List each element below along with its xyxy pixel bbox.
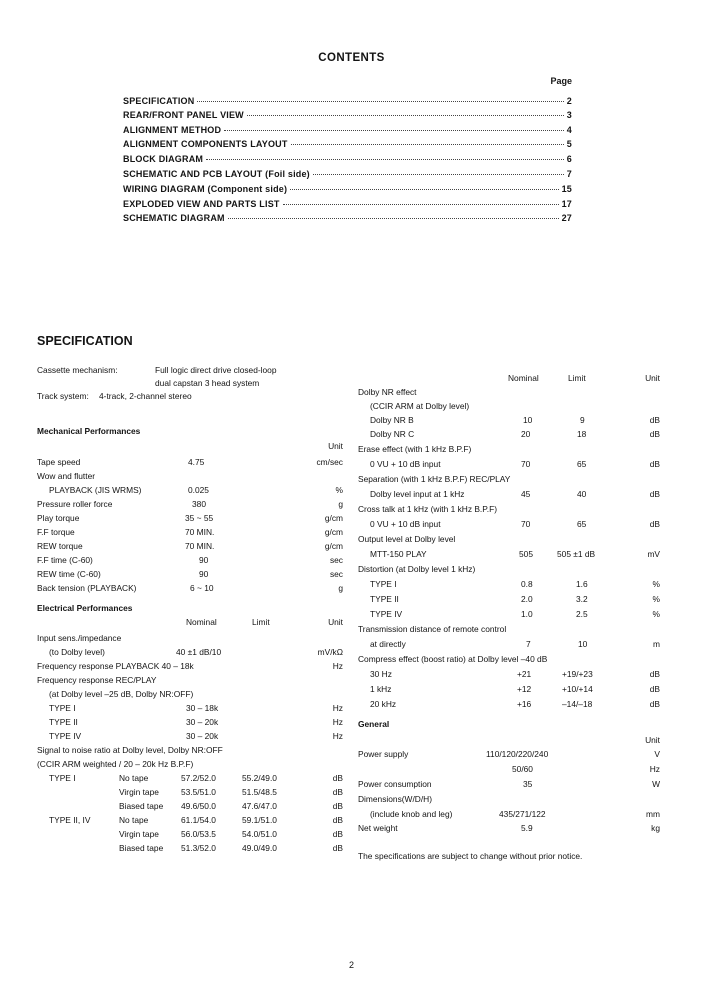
distortion-label: Distortion (at Dolby level 1 kHz) — [358, 564, 476, 574]
pressure-value: 380 — [192, 499, 206, 509]
right-row-unit: dB — [649, 489, 660, 499]
toc-item — [123, 169, 572, 182]
snr-row-unit: dB — [332, 815, 343, 825]
toc-item-title: EXPLODED VIEW AND PARTS LIST — [123, 199, 280, 209]
cassette-value-2: dual capstan 3 head system — [155, 378, 260, 388]
toc-leader-dots — [313, 174, 564, 175]
toc-item-title: ALIGNMENT METHOD — [123, 125, 222, 135]
elec-nominal-header: Nominal — [186, 617, 217, 627]
right-row-label: Dolby level input at 1 kHz — [370, 489, 465, 499]
input-dolby-unit: mV/kΩ — [317, 647, 343, 657]
right-row-label: Dolby NR B — [370, 415, 414, 425]
snr-row-nominal: 49.6/50.0 — [181, 801, 216, 811]
play-torque-label: Play torque — [37, 513, 80, 523]
rew-time-label: REW time (C-60) — [37, 569, 101, 579]
toc-item-page: 17 — [561, 199, 572, 209]
track-label: Track system: — [37, 391, 89, 401]
back-tension-value: 6 ~ 10 — [190, 583, 214, 593]
power-consumption-value: 35 — [523, 779, 533, 789]
rew-time-value: 90 — [199, 569, 209, 579]
snr-row-nominal: 61.1/54.0 — [181, 815, 216, 825]
type4-freq-label: TYPE IV — [49, 731, 82, 741]
power-freq-unit: Hz — [649, 764, 660, 774]
freq-playback-label: Frequency response PLAYBACK 40 – 18k — [37, 661, 194, 671]
output-level-label: Output level at Dolby level — [358, 534, 456, 544]
right-row-limit: 10 — [578, 639, 588, 649]
right-row-nominal: 70 — [521, 459, 531, 469]
compress-label: Compress effect (boost ratio) at Dolby level –40 dB — [358, 654, 548, 664]
dist-row-label: TYPE II — [370, 594, 399, 604]
toc-leader-dots — [228, 218, 559, 219]
input-label: Input sens./impedance — [37, 633, 122, 643]
general-heading: General — [358, 719, 390, 729]
right-row-nominal: 70 — [521, 519, 531, 529]
toc-item — [123, 125, 572, 138]
snr-label-1: Signal to noise ratio at Dolby level, Dolby NR:OFF — [37, 745, 223, 755]
toc-item-title: SCHEMATIC AND PCB LAYOUT (Foil side) — [123, 169, 310, 179]
toc-item-page: 7 — [566, 169, 572, 179]
freq-recplay-cond: (at Dolby level –25 dB, Dolby NR:OFF) — [49, 689, 194, 699]
rew-torque-value: 70 MIN. — [185, 541, 215, 551]
toc-leader-dots — [224, 130, 564, 131]
right-row-unit: dB — [649, 415, 660, 425]
toc-item — [123, 199, 572, 212]
toc-item-title: SPECIFICATION — [123, 96, 195, 106]
toc-item — [123, 213, 572, 226]
right-row-unit: dB — [649, 429, 660, 439]
snr-type24-label: TYPE II, IV — [49, 815, 91, 825]
general-unit-header: Unit — [645, 735, 660, 745]
right-row-label: at directly — [370, 639, 406, 649]
snr-row-limit: 55.2/49.0 — [242, 773, 277, 783]
snr-label-2: (CCIR ARM weighted / 20 – 20k Hz B.P.F) — [37, 759, 194, 769]
dist-row-nominal: 1.0 — [521, 609, 533, 619]
snr-row-unit: dB — [332, 829, 343, 839]
right-row-unit: dB — [649, 459, 660, 469]
snr-row-nominal: 53.5/51.0 — [181, 787, 216, 797]
dist-row-limit: 3.2 — [576, 594, 588, 604]
type2-freq-unit: Hz — [332, 717, 343, 727]
dist-row-nominal: 2.0 — [521, 594, 533, 604]
comp-row-limit: +10/+14 — [562, 684, 593, 694]
snr-row-label: Virgin tape — [119, 829, 159, 839]
ff-torque-value: 70 MIN. — [185, 527, 215, 537]
wow-playback-unit: % — [335, 485, 343, 495]
dist-row-label: TYPE I — [370, 579, 397, 589]
dist-row-unit: % — [652, 579, 660, 589]
separation-label: Separation (with 1 kHz B.P.F) REC/PLAY — [358, 474, 511, 484]
play-torque-value: 35 ~ 55 — [185, 513, 214, 523]
rew-torque-label: REW torque — [37, 541, 83, 551]
comp-row-unit: dB — [649, 684, 660, 694]
mechanical-heading: Mechanical Performances — [37, 426, 141, 436]
snr-row-limit: 59.1/51.0 — [242, 815, 277, 825]
snr-row-unit: dB — [332, 801, 343, 811]
comp-row-unit: dB — [649, 699, 660, 709]
snr-row-label: Virgin tape — [119, 787, 159, 797]
pressure-unit: g — [338, 499, 343, 509]
right-row-limit: 40 — [577, 489, 587, 499]
toc-item-title: ALIGNMENT COMPONENTS LAYOUT — [123, 139, 288, 149]
toc-item — [123, 96, 572, 109]
toc-item — [123, 154, 572, 167]
toc-item-page: 15 — [561, 184, 572, 194]
right-row-label: MTT-150 PLAY — [370, 549, 427, 559]
net-weight-label: Net weight — [358, 823, 398, 833]
dimensions-value: 435/271/122 — [499, 809, 546, 819]
type4-freq-value: 30 – 20k — [186, 731, 219, 741]
play-torque-unit: g/cm — [324, 513, 343, 523]
tape-speed-unit: cm/sec — [316, 457, 343, 467]
snr-row-label: Biased tape — [119, 843, 164, 853]
page-number: 2 — [348, 960, 354, 970]
toc-item-title: REAR/FRONT PANEL VIEW — [123, 110, 244, 120]
type1-freq-value: 30 – 18k — [186, 703, 219, 713]
snr-row-nominal: 57.2/52.0 — [181, 773, 216, 783]
toc-item — [123, 184, 572, 197]
mech-unit-header: Unit — [328, 441, 343, 451]
power-supply-unit: V — [654, 749, 660, 759]
type2-freq-label: TYPE II — [49, 717, 78, 727]
dist-row-unit: % — [652, 594, 660, 604]
freq-recplay-label: Frequency response REC/PLAY — [37, 675, 157, 685]
toc-item-page: 4 — [566, 125, 572, 135]
right-row-limit: 505 ±1 dB — [557, 549, 596, 559]
type1-freq-label: TYPE I — [49, 703, 76, 713]
snr-row-unit: dB — [332, 843, 343, 853]
type1-freq-unit: Hz — [332, 703, 343, 713]
snr-row-unit: dB — [332, 773, 343, 783]
type2-freq-value: 30 – 20k — [186, 717, 219, 727]
back-tension-unit: g — [338, 583, 343, 593]
comp-row-nominal: +21 — [517, 669, 532, 679]
snr-row-nominal: 56.0/53.5 — [181, 829, 216, 839]
snr-row-limit: 51.5/48.5 — [242, 787, 277, 797]
page-column-header: Page — [550, 76, 572, 86]
cross-talk-label: Cross talk at 1 kHz (with 1 kHz B.P.F) — [358, 504, 497, 514]
dist-row-nominal: 0.8 — [521, 579, 533, 589]
toc-leader-dots — [206, 159, 564, 160]
right-nominal-header: Nominal — [508, 373, 539, 383]
power-consumption-unit: W — [652, 779, 660, 789]
power-freq-value: 50/60 — [512, 764, 533, 774]
right-row-unit: dB — [649, 519, 660, 529]
right-row-nominal: 7 — [526, 639, 531, 649]
right-row-label: 0 VU + 10 dB input — [370, 459, 441, 469]
right-row-limit: 18 — [577, 429, 587, 439]
snr-type1-label: TYPE I — [49, 773, 76, 783]
ccir-dolby-label: (CCIR ARM at Dolby level) — [370, 401, 470, 411]
dolby-nr-effect-label: Dolby NR effect — [358, 387, 417, 397]
back-tension-label: Back tension (PLAYBACK) — [37, 583, 137, 593]
comp-row-limit: –14/–18 — [562, 699, 593, 709]
input-dolby-label: (to Dolby level) — [49, 647, 105, 657]
right-row-nominal: 505 — [519, 549, 533, 559]
toc-item-page: 3 — [566, 110, 572, 120]
toc-item-title: SCHEMATIC DIAGRAM — [123, 213, 225, 223]
tape-speed-label: Tape speed — [37, 457, 81, 467]
power-consumption-label: Power consumption — [358, 779, 432, 789]
right-row-nominal: 20 — [521, 429, 531, 439]
ff-torque-unit: g/cm — [324, 527, 343, 537]
elec-limit-header: Limit — [252, 617, 270, 627]
type4-freq-unit: Hz — [332, 731, 343, 741]
snr-row-nominal: 51.3/52.0 — [181, 843, 216, 853]
snr-row-label: Biased tape — [119, 801, 164, 811]
freq-playback-unit: Hz — [332, 661, 343, 671]
comp-row-unit: dB — [649, 669, 660, 679]
pressure-label: Pressure roller force — [37, 499, 113, 509]
elec-unit-header: Unit — [328, 617, 343, 627]
right-row-limit: 9 — [580, 415, 585, 425]
right-row-unit: mV — [647, 549, 660, 559]
toc-leader-dots — [291, 144, 564, 145]
snr-row-label: No tape — [119, 773, 149, 783]
ff-time-value: 90 — [199, 555, 209, 565]
electrical-heading: Electrical Performances — [37, 603, 133, 613]
tape-speed-value: 4.75 — [188, 457, 205, 467]
toc-item-page: 5 — [566, 139, 572, 149]
dimensions-sub-label: (include knob and leg) — [370, 809, 453, 819]
dist-row-limit: 1.6 — [576, 579, 588, 589]
toc-item — [123, 110, 572, 123]
dist-row-limit: 2.5 — [576, 609, 588, 619]
power-supply-label: Power supply — [358, 749, 409, 759]
right-row-limit: 65 — [577, 459, 587, 469]
comp-row-nominal: +16 — [517, 699, 532, 709]
comp-row-nominal: +12 — [517, 684, 532, 694]
toc-item-page: 27 — [561, 213, 572, 223]
right-limit-header: Limit — [568, 373, 586, 383]
toc-item-page: 6 — [566, 154, 572, 164]
toc-item-title: BLOCK DIAGRAM — [123, 154, 204, 164]
snr-row-label: No tape — [119, 815, 149, 825]
dimensions-label: Dimensions(W/D/H) — [358, 794, 432, 804]
wow-playback-label: PLAYBACK (JIS WRMS) — [49, 485, 142, 495]
wow-label: Wow and flutter — [37, 471, 96, 481]
toc-leader-dots — [283, 204, 559, 205]
right-row-nominal: 10 — [523, 415, 533, 425]
contents-title: CONTENTS — [318, 52, 385, 64]
wow-playback-value: 0.025 — [188, 485, 209, 495]
toc-item-page: 2 — [566, 96, 572, 106]
snr-row-limit: 47.6/47.0 — [242, 801, 277, 811]
rew-torque-unit: g/cm — [324, 541, 343, 551]
dist-row-unit: % — [652, 609, 660, 619]
dist-row-label: TYPE IV — [370, 609, 403, 619]
ff-torque-label: F.F torque — [37, 527, 75, 537]
snr-row-unit: dB — [332, 787, 343, 797]
toc-leader-dots — [247, 115, 564, 116]
toc-leader-dots — [197, 101, 563, 102]
right-row-limit: 65 — [577, 519, 587, 529]
net-weight-unit: kg — [651, 823, 660, 833]
snr-row-limit: 49.0/49.0 — [242, 843, 277, 853]
ff-time-label: F.F time (C-60) — [37, 555, 93, 565]
comp-row-limit: +19/+23 — [562, 669, 593, 679]
transmission-label: Transmission distance of remote control — [358, 624, 507, 634]
ff-time-unit: sec — [329, 555, 343, 565]
power-supply-value: 110/120/220/240 — [486, 749, 549, 759]
right-unit-header: Unit — [645, 373, 660, 383]
snr-row-limit: 54.0/51.0 — [242, 829, 277, 839]
specification-title: SPECIFICATION — [37, 334, 133, 348]
track-value: 4-track, 2-channel stereo — [99, 391, 192, 401]
comp-row-label: 20 kHz — [370, 699, 397, 709]
rew-time-unit: sec — [329, 569, 343, 579]
comp-row-label: 30 Hz — [370, 669, 392, 679]
dimensions-unit: mm — [646, 809, 660, 819]
right-row-unit: m — [653, 639, 660, 649]
net-weight-value: 5.9 — [521, 823, 533, 833]
right-row-nominal: 45 — [521, 489, 531, 499]
input-dolby-value: 40 ±1 dB/10 — [176, 647, 222, 657]
erase-label: Erase effect (with 1 kHz B.P.F) — [358, 444, 472, 454]
cassette-value-1: Full logic direct drive closed-loop — [155, 365, 277, 375]
right-row-label: 0 VU + 10 dB input — [370, 519, 441, 529]
spec-note: The specifications are subject to change without prior notice. — [358, 851, 583, 861]
comp-row-label: 1 kHz — [370, 684, 392, 694]
cassette-label: Cassette mechanism: — [37, 365, 118, 375]
right-row-label: Dolby NR C — [370, 429, 415, 439]
toc-leader-dots — [290, 189, 558, 190]
toc-item-title: WIRING DIAGRAM (Component side) — [123, 184, 288, 194]
toc-item — [123, 139, 572, 152]
